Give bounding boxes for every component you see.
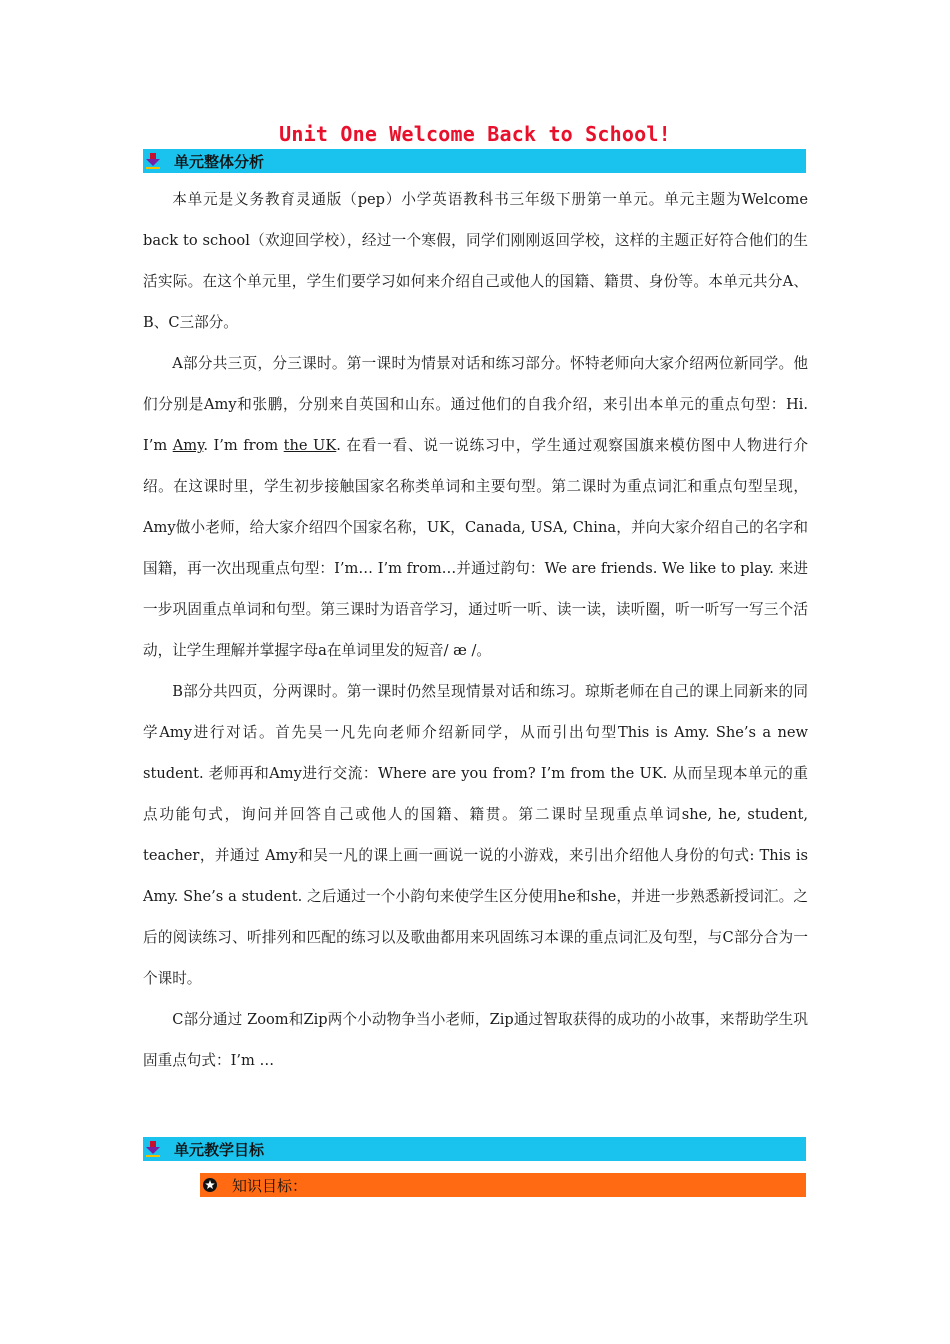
- text-run: . 在看一看、说一说练习中，学生通过观察国旗来模仿图中人物进行介绍。在这课时里，学生初步接触国家名称类单词和主要句型。第二课时为重点词汇和重点句型呈现，Amy做小老师，给大家介绍四个国家名称，UK，Canada, USA, China，并向大家介绍自己的名字和国籍，再一次出现重点句型：I’m… I’m from…并通过韵句：We are friends. We like to play. 来进一步巩固重点单词和句型。第三课时为语音学习，通过听一听、读一读，读听圈，听一听写一写三个活动，让学生理解并掌握字母a在单词里发的短音/ æ /。: [143, 437, 808, 659]
- paragraph: B部分共四页，分两课时。第一课时仍然呈现情景对话和练习。琼斯老师在自己的课上同新来的同学Amy进行对话。首先吴一凡先向老师介绍新同学，从而引出句型This is Amy. She’s a new student. 老师再和Amy进行交流：Where are you from? I’m from the UK. 从而呈现本单元的重点功能句式，询问并回答自己或他人的国籍、籍贯。第二课时呈现重点单词she, he, student, teacher，并通过 Amy和吴一凡的课上画一画说一说的小游戏，来引出介绍他人身份的句式: This is Amy. She’s a student. 之后通过一个小韵句来使学生区分使用he和she，并进一步熟悉新授词汇。之后的阅读练习、听排列和匹配的练习以及歌曲都用来巩固练习本课的重点词汇及句型，与C部分合为一个课时。: [143, 683, 808, 987]
- paragraph: C部分通过 Zoom和Zip两个小动物争当小老师，Zip通过智取获得的成功的小故事，来帮助学生巩固重点句式：I’m …: [143, 1011, 808, 1069]
- arrow-down-icon: [146, 1141, 160, 1157]
- body-text: [143, 179, 808, 1081]
- section-heading: 单元教学目标: [174, 1140, 265, 1159]
- section-bar-objectives: [143, 1137, 806, 1161]
- section-bar-overview: [143, 149, 806, 173]
- underlined-text: the UK: [283, 437, 337, 454]
- underlined-text: Amy: [172, 437, 204, 454]
- subsection-bar-knowledge: [200, 1173, 806, 1197]
- star-icon: [203, 1178, 217, 1192]
- subsection-heading: 知识目标：: [232, 1176, 308, 1195]
- paragraph: [143, 343, 808, 671]
- arrow-down-icon: [146, 153, 160, 169]
- text-run: . I’m from: [203, 437, 284, 454]
- document-title: Unit One Welcome Back to School!: [279, 122, 671, 146]
- text-run: A部分共三页，分三课时。第一课时为情景对话和练习部分。怀特老师向大家介绍两位新同学。他们分别是Amy和张鹏，分别来自英国和山东。通过他们的自我介绍，来引出本单元的重点句型：Hi. I’m: [143, 355, 808, 454]
- section-heading: 单元整体分析: [174, 152, 265, 171]
- paragraph: 本单元是义务教育灵通版（pep）小学英语教科书三年级下册第一单元。单元主题为Welcome back to school（欢迎回学校），经过一个寒假，同学们刚刚返回学校，这样的主题正好符合他们的生活实际。在这个单元里，学生们要学习如何来介绍自己或他人的国籍、籍贯、身份等。本单元共分A、B、C三部分。: [143, 191, 808, 331]
